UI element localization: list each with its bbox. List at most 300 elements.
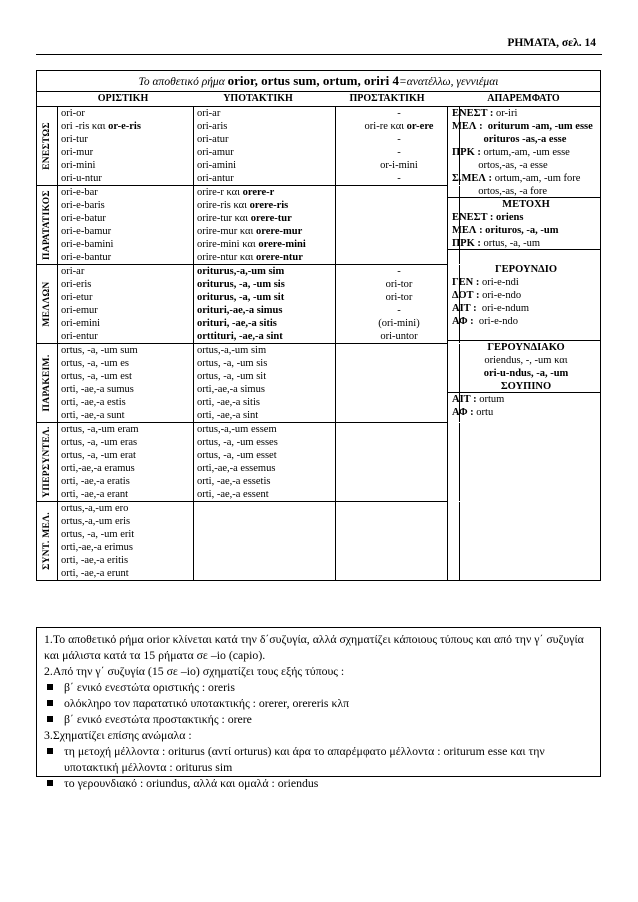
- form-line: [339, 409, 459, 422]
- form-text: ΜΕΤΟΧΗ: [502, 199, 550, 210]
- table-title: [37, 71, 600, 92]
- form-line: [61, 186, 193, 199]
- form-text: orire-mur και: [197, 226, 257, 237]
- tense-label: ΠΑΡΑΤΑΤΙΚΟΣ: [42, 190, 52, 260]
- form-text: ΑΙΤ :: [452, 303, 477, 314]
- form-line: [339, 212, 459, 225]
- form-text: orere-ntur: [256, 252, 303, 263]
- form-text: ori-re και: [364, 121, 407, 132]
- form-line: [61, 159, 193, 172]
- form-text: orti, -ae,-a estis: [61, 397, 126, 408]
- form-text: ortu: [473, 407, 494, 418]
- form-line: [339, 304, 459, 317]
- form-line: [61, 172, 193, 185]
- form-text: ori-e-bamini: [61, 239, 114, 250]
- non-finite-line: [448, 120, 600, 133]
- page-header: ΡΗΜΑΤΑ, σελ. 14: [507, 37, 596, 49]
- form-text: orti,-ae,-a simus: [197, 384, 265, 395]
- form-line: [339, 488, 459, 501]
- form-line: [197, 159, 335, 172]
- form-text: orire-mini και: [197, 239, 259, 250]
- form-text: ortus,-a,-um eris: [61, 516, 131, 527]
- form-line: [339, 146, 459, 159]
- form-text: ΕΝΕΣΤ :: [452, 108, 494, 119]
- form-text: -: [397, 147, 401, 158]
- form-line: [197, 357, 335, 370]
- form-text: orituros -as,-a esse: [452, 134, 567, 145]
- form-text: ΑΦ :: [452, 316, 474, 327]
- non-finite-line: [448, 133, 600, 146]
- form-text: ori-etur: [61, 292, 93, 303]
- form-line: [61, 554, 193, 567]
- col-header-imperative: ΠΡΟΣΤΑΚΤΙΚΗ: [349, 93, 425, 104]
- form-line: [61, 304, 193, 317]
- note-paragraph: 3.Σχηματίζει επίσης ανώμαλα :: [44, 728, 192, 742]
- form-line: [61, 436, 193, 449]
- form-text: orti, -ae,-a sunt: [61, 410, 125, 421]
- form-line: [197, 304, 335, 317]
- form-line: [61, 133, 193, 146]
- form-text: orere-tur: [250, 213, 292, 224]
- form-text: ori-untor: [380, 331, 418, 342]
- notes-box: [36, 627, 601, 790]
- form-text: ΑΦ :: [452, 407, 474, 418]
- form-line: [339, 238, 459, 251]
- form-text: ori-e-bantur: [61, 252, 112, 263]
- form-line: [197, 383, 335, 396]
- form-line: [61, 383, 193, 396]
- form-text: -: [397, 173, 401, 184]
- column-header-row: [37, 92, 600, 107]
- imperative-cell: [336, 186, 460, 264]
- form-text: ori-mur: [61, 147, 94, 158]
- form-line: [197, 317, 335, 330]
- form-text: orti, -ae,-a essetis: [197, 476, 271, 487]
- non-finite-line: [448, 224, 600, 237]
- form-line: [197, 515, 335, 528]
- subjunctive-cell: [194, 502, 336, 580]
- form-line: [339, 199, 459, 212]
- form-line: [339, 475, 459, 488]
- form-line: [339, 265, 459, 278]
- non-finite-line: [448, 198, 600, 211]
- form-line: [339, 567, 459, 580]
- form-line: [339, 383, 459, 396]
- form-text: ortus, -a, -um sit: [197, 371, 267, 382]
- non-finite-line: [448, 172, 600, 185]
- form-text: orti,-ae,-a essemus: [197, 463, 276, 474]
- title-meaning: =ανατέλλω, γεννιέμαι: [399, 76, 499, 88]
- form-text: orere-mur: [256, 226, 303, 237]
- form-line: [197, 120, 335, 133]
- form-text: ortus,-a,-um sim: [197, 345, 267, 356]
- non-finite-line: [448, 250, 600, 263]
- form-text: ortus,-a,-um ero: [61, 503, 129, 514]
- form-line: [197, 212, 335, 225]
- form-text: ΜΕΛ : orituros, -a, -um: [452, 225, 559, 236]
- non-finite-line: [448, 354, 600, 367]
- form-line: [197, 107, 335, 120]
- form-line: [339, 528, 459, 541]
- form-text: ori-u-ntur: [61, 173, 102, 184]
- tense-groups: [37, 107, 448, 580]
- tense-group: [37, 186, 447, 265]
- imperative-cell: [336, 265, 460, 343]
- form-line: [339, 554, 459, 567]
- form-line: [339, 251, 459, 264]
- form-text: ΓΕΡΟΥΝΔΙΟ: [495, 264, 557, 275]
- form-text: orti, -ae,-a sitis: [197, 397, 260, 408]
- form-line: [339, 423, 459, 436]
- form-line: [61, 409, 193, 422]
- non-finite-line: [448, 159, 600, 172]
- form-text: orituri, -ae,-a sitis: [197, 318, 277, 329]
- form-text: -: [397, 305, 401, 316]
- form-text: ori-tur: [61, 134, 88, 145]
- form-text: orere-mini: [258, 239, 306, 250]
- form-text: ortus, -a, -um est: [61, 371, 132, 382]
- form-text: orire-ris και: [197, 200, 250, 211]
- form-text: ori-e-ndo: [473, 316, 518, 327]
- form-text: ortus, -a, -um esses: [197, 437, 278, 448]
- subjunctive-cell: [194, 107, 336, 185]
- form-line: [197, 238, 335, 251]
- indicative-cell: [58, 502, 194, 580]
- conjugation-table: [36, 70, 601, 581]
- form-line: [339, 330, 459, 343]
- tense-group: [37, 423, 447, 502]
- form-text: ori-amini: [197, 160, 237, 171]
- form-text: ortus,-a,-um essem: [197, 424, 277, 435]
- indicative-cell: [58, 186, 194, 264]
- imperative-cell: [336, 344, 460, 422]
- indicative-cell: [58, 344, 194, 422]
- form-line: [61, 423, 193, 436]
- tense-group: [37, 265, 447, 344]
- form-text: ori-emur: [61, 305, 98, 316]
- form-text: Σ.ΜΕΛ :: [452, 173, 493, 184]
- form-text: ortum,-am, -um fore: [492, 173, 581, 184]
- note-bullet: το γερουνδιακό : oriundus, αλλά και ομαλά : oriendus: [44, 775, 593, 791]
- non-finite-line: [448, 341, 600, 354]
- form-text: ori-emini: [61, 318, 101, 329]
- form-text: ori-tor: [385, 292, 413, 303]
- form-line: [197, 396, 335, 409]
- form-line: [339, 159, 459, 172]
- form-line: [197, 225, 335, 238]
- indicative-cell: [58, 265, 194, 343]
- form-text: orti, -ae,-a erunt: [61, 568, 129, 579]
- non-finite-line: [448, 211, 600, 224]
- note-paragraph: 2.Από την γ΄ συζυγία (15 σε –io) σχηματίζει τους εξής τύπους :: [44, 664, 345, 678]
- form-line: [197, 475, 335, 488]
- form-line: [61, 317, 193, 330]
- form-text: or-iri: [493, 108, 518, 119]
- form-text: ori-e-baris: [61, 200, 105, 211]
- form-line: [197, 449, 335, 462]
- form-line: [339, 436, 459, 449]
- form-text: orti, -ae,-a eritis: [61, 555, 129, 566]
- non-finite-line: [448, 315, 600, 328]
- form-line: [339, 515, 459, 528]
- form-line: [61, 567, 193, 580]
- form-text: orere-r: [242, 187, 275, 198]
- form-text: or-i-mini: [380, 160, 418, 171]
- form-text: orti, -ae,-a eratis: [61, 476, 130, 487]
- form-text: ortus, -a, -um sum: [61, 345, 138, 356]
- form-line: [197, 462, 335, 475]
- form-text: oriturus, -a, -um sis: [197, 279, 285, 290]
- form-text: ori-amur: [197, 147, 234, 158]
- tense-label: ΣΥΝΤ. ΜΕΛ.: [42, 512, 52, 570]
- form-text: ori -ris και: [61, 121, 109, 132]
- form-line: [197, 436, 335, 449]
- form-text: orti, -ae,-a erant: [61, 489, 129, 500]
- form-line: [197, 554, 335, 567]
- non-finite-line: [448, 185, 600, 198]
- form-text: ΕΝΕΣΤ : oriens: [452, 212, 524, 223]
- form-text: ortus, -a, -um es: [61, 358, 129, 369]
- form-line: [61, 357, 193, 370]
- form-text: orti, -ae,-a sint: [197, 410, 259, 421]
- form-line: [61, 251, 193, 264]
- form-text: ori-or: [61, 108, 85, 119]
- form-text: ortum: [476, 394, 505, 405]
- form-line: [339, 370, 459, 383]
- form-line: [197, 146, 335, 159]
- form-text: ortus, -a, -um sis: [197, 358, 268, 369]
- form-line: [339, 120, 459, 133]
- form-text: oriturus, -a, -um sit: [197, 292, 285, 303]
- form-text: ortus, -a, -um erat: [61, 450, 136, 461]
- col-header-indicative: ΟΡΙΣΤΙΚΗ: [97, 93, 149, 104]
- note-bullet: ολόκληρο τον παρατατικό υποτακτικής : orerer, orereris κλπ: [44, 695, 593, 711]
- form-line: [61, 488, 193, 501]
- form-line: [61, 541, 193, 554]
- form-line: [61, 462, 193, 475]
- form-line: [61, 502, 193, 515]
- form-line: [61, 278, 193, 291]
- form-text: ΓΕΝ :: [452, 277, 480, 288]
- tense-group: [37, 107, 447, 186]
- form-text: orire-tur και: [197, 213, 251, 224]
- form-line: [339, 502, 459, 515]
- form-text: oriendus, -, -um και: [484, 355, 568, 366]
- form-line: [197, 502, 335, 515]
- form-line: [61, 225, 193, 238]
- form-text: ortos,-as, -a esse: [452, 160, 548, 171]
- form-text: ori-e-bamur: [61, 226, 112, 237]
- form-text: (ori-mini): [378, 318, 420, 329]
- title-verb: orior, ortus sum, ortum, oriri 4: [227, 73, 400, 88]
- form-text: ortos,-as, -a fore: [452, 186, 548, 197]
- non-finite-line: [448, 406, 600, 419]
- note-paragraph: 1.Το αποθετικό ρήμα orior κλίνεται κατά την δ΄συζυγία, αλλά σχηματίζει κάποιους τύπους και από την γ΄ συζυγία και μάλιστα κατά τα 15 ρήματα σε –io (capio).: [44, 632, 584, 662]
- form-text: orti, -ae,-a sumus: [61, 384, 134, 395]
- form-text: ori-e-ndi: [479, 277, 519, 288]
- form-text: ortus, -a, -um esset: [197, 450, 277, 461]
- form-text: ori-entur: [61, 331, 98, 342]
- form-text: orire-r και: [197, 187, 243, 198]
- form-line: [197, 291, 335, 304]
- form-text: ori-e-ndum: [476, 303, 530, 314]
- form-text: orti, -ae,-a essent: [197, 489, 269, 500]
- form-line: [61, 449, 193, 462]
- imperative-cell: [336, 423, 460, 501]
- form-line: [197, 186, 335, 199]
- form-text: ori-tor: [385, 279, 413, 290]
- form-text: ori-e-ndo: [479, 290, 522, 301]
- form-line: [61, 265, 193, 278]
- note-bullet: τη μετοχή μέλλοντα : oriturus (αντί orturus) και άρα το απαρέμφατο μέλλοντα : oriturum esse και την υποτακτική μέλλοντα : oriturus sim: [44, 743, 593, 775]
- non-finite-line: [448, 302, 600, 315]
- non-finite-line: [448, 393, 600, 406]
- form-line: [197, 528, 335, 541]
- form-line: [61, 146, 193, 159]
- form-line: [339, 541, 459, 554]
- form-text: ori-u-ndus, -a, -um: [483, 368, 569, 379]
- form-text: ortus, -a, -um eras: [61, 437, 138, 448]
- col-header-infinitive: ΑΠΑΡΕΜΦΑΤΟ: [487, 93, 560, 104]
- tense-label: ΜΕΛΛΩΝ: [42, 281, 52, 327]
- form-line: [197, 251, 335, 264]
- form-text: ortum,-am, -um esse: [480, 147, 570, 158]
- form-line: [339, 186, 459, 199]
- title-prefix: Το αποθετικό ρήμα: [138, 76, 225, 88]
- form-text: ori-ar: [61, 266, 85, 277]
- form-text: ori-e-batur: [61, 213, 106, 224]
- non-finite-line: [448, 367, 600, 380]
- non-finite-line: [448, 263, 600, 276]
- form-line: [197, 488, 335, 501]
- form-line: [61, 515, 193, 528]
- form-line: [339, 291, 459, 304]
- form-line: [197, 278, 335, 291]
- tense-label: ΥΠΕΡΣΥΝΤΕΛ.: [42, 426, 52, 498]
- form-line: [61, 370, 193, 383]
- form-text: ori-mini: [61, 160, 96, 171]
- form-line: [339, 172, 459, 185]
- subjunctive-cell: [194, 344, 336, 422]
- form-line: [339, 107, 459, 120]
- imperative-cell: [336, 107, 460, 185]
- form-text: -: [397, 108, 401, 119]
- form-text: oriturus,-a,-um sim: [197, 266, 285, 277]
- non-finite-forms: [448, 107, 600, 580]
- form-line: [339, 449, 459, 462]
- indicative-cell: [58, 107, 194, 185]
- subjunctive-cell: [194, 186, 336, 264]
- col-header-subjunctive: ΥΠΟΤΑΚΤΙΚΗ: [223, 93, 293, 104]
- note-bullet: β΄ ενικό ενεστώτα προστακτικής : orere: [44, 711, 593, 727]
- form-text: ΣΟΥΠΙΝΟ: [500, 381, 552, 392]
- form-text: orti,-ae,-a eramus: [61, 463, 135, 474]
- form-text: orituri,-ae,-a simus: [197, 305, 283, 316]
- form-text: ortus, -a, -um erit: [61, 529, 135, 540]
- form-line: [61, 238, 193, 251]
- form-text: orire-ntur και: [197, 252, 257, 263]
- form-line: [61, 212, 193, 225]
- imperative-cell: [336, 502, 460, 580]
- form-line: [197, 344, 335, 357]
- subjunctive-cell: [194, 265, 336, 343]
- form-line: [61, 330, 193, 343]
- form-line: [61, 107, 193, 120]
- non-finite-line: [448, 289, 600, 302]
- form-line: [197, 330, 335, 343]
- indicative-cell: [58, 423, 194, 501]
- header-rule: [36, 54, 602, 55]
- form-line: [339, 317, 459, 330]
- form-text: orti,-ae,-a erimus: [61, 542, 134, 553]
- form-line: [197, 423, 335, 436]
- form-line: [197, 199, 335, 212]
- form-line: [339, 225, 459, 238]
- form-text: ori-aris: [197, 121, 228, 132]
- form-line: [197, 133, 335, 146]
- form-text: ΜΕΛ : oriturum -am, -um esse: [452, 121, 593, 132]
- form-line: [339, 278, 459, 291]
- form-line: [197, 265, 335, 278]
- form-text: ortus, -a, -um: [480, 238, 541, 249]
- tense-group: [37, 502, 447, 580]
- form-text: -: [397, 266, 401, 277]
- form-line: [339, 133, 459, 146]
- form-text: ori-eris: [61, 279, 92, 290]
- form-text: ΑΙΤ :: [452, 394, 477, 405]
- form-text: ortus, -a,-um eram: [61, 424, 139, 435]
- tense-label: ΕΝΕΣΤΩΣ: [42, 122, 52, 170]
- form-text: or-ere: [406, 121, 434, 132]
- form-text: ΠΡΚ :: [452, 238, 481, 249]
- form-text: ori-e-bar: [61, 187, 98, 198]
- form-line: [197, 409, 335, 422]
- table-body: [37, 107, 600, 580]
- form-text: ΔΟΤ :: [452, 290, 480, 301]
- form-line: [61, 344, 193, 357]
- tense-group: [37, 344, 447, 423]
- non-finite-line: [448, 380, 600, 393]
- form-line: [197, 370, 335, 383]
- form-line: [61, 291, 193, 304]
- non-finite-line: [448, 276, 600, 289]
- form-line: [339, 396, 459, 409]
- note-bullet: β΄ ενικό ενεστώτα οριστικής : oreris: [44, 679, 593, 695]
- non-finite-line: [448, 328, 600, 341]
- form-line: [61, 199, 193, 212]
- form-line: [339, 357, 459, 370]
- form-text: ori-ar: [197, 108, 221, 119]
- form-text: ori-antur: [197, 173, 234, 184]
- tense-label: ΠΑΡΑΚΕΙΜ.: [42, 354, 52, 412]
- form-line: [339, 344, 459, 357]
- form-text: orttituri, -ae,-a sint: [197, 331, 283, 342]
- form-text: -: [397, 134, 401, 145]
- non-finite-line: [448, 146, 600, 159]
- form-line: [61, 475, 193, 488]
- form-text: ΠΡΚ :: [452, 147, 481, 158]
- non-finite-line: [448, 107, 600, 120]
- non-finite-line: [448, 237, 600, 250]
- form-text: or-e-ris: [108, 121, 141, 132]
- form-text: ori-atur: [197, 134, 229, 145]
- form-text: orere-ris: [249, 200, 289, 211]
- form-line: [61, 396, 193, 409]
- subjunctive-cell: [194, 423, 336, 501]
- form-line: [339, 462, 459, 475]
- form-line: [197, 541, 335, 554]
- form-text: ΓΕΡΟΥΝΔΙΑΚΟ: [487, 342, 565, 353]
